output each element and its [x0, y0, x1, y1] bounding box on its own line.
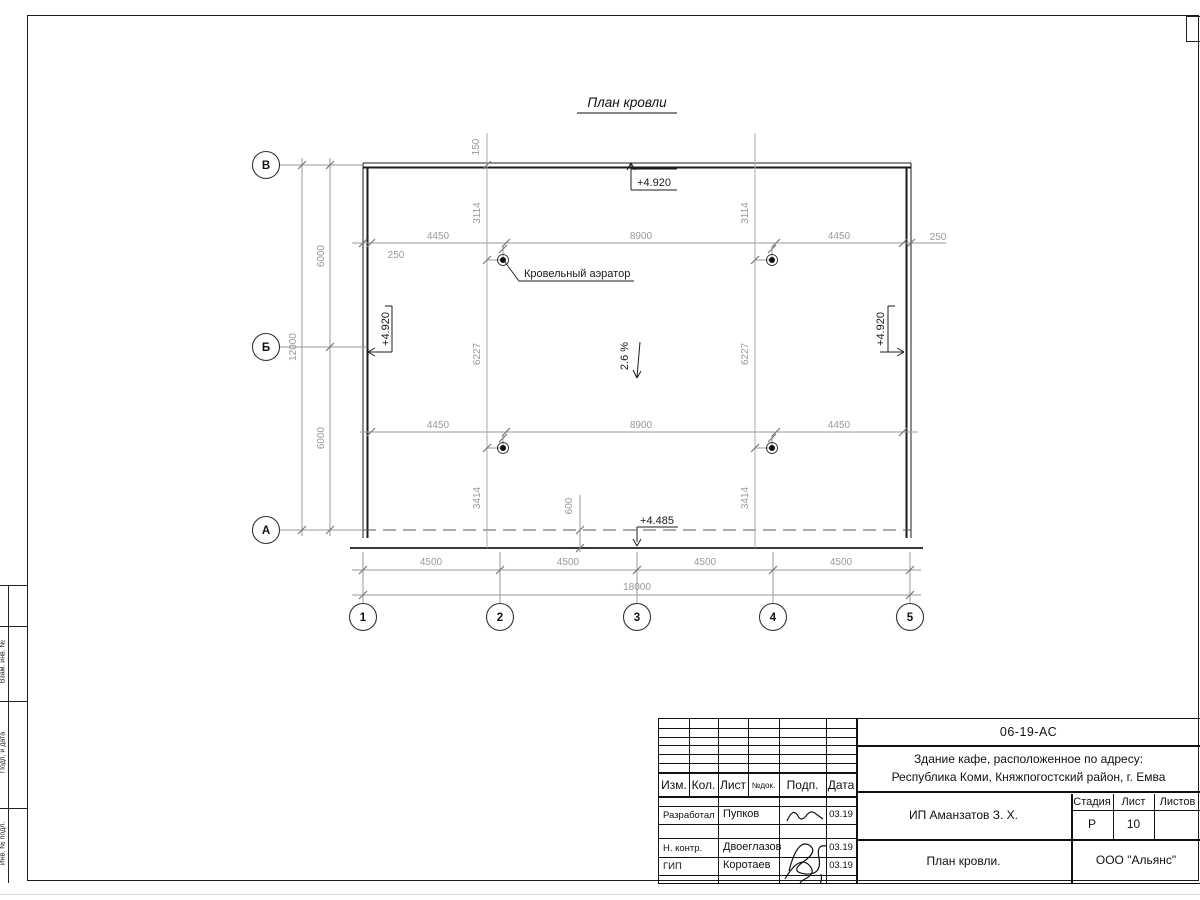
signature-pupkov — [787, 812, 823, 821]
elevation-top-label: +4.920 — [637, 177, 671, 189]
tb-doc-number: 06-19-АС — [999, 725, 1058, 739]
dimension-lines — [280, 158, 946, 603]
dim-label: 8900 — [629, 420, 653, 431]
elevation-left-label: +4.920 — [380, 312, 392, 346]
title-block — [658, 718, 1200, 884]
tb-date: 03.19 — [829, 809, 853, 820]
tb-client: ИП Аманзатов З. Х. — [908, 808, 1019, 822]
dim-ticks — [298, 161, 915, 599]
grid-axis-bubbles — [253, 152, 924, 631]
dim-label: 3414 — [472, 486, 483, 510]
tb-role: Н. контр. — [663, 843, 703, 854]
tb-stage-value: Р — [1087, 817, 1096, 831]
dim-label: 3114 — [472, 202, 483, 224]
internal-grid-lines — [487, 133, 755, 548]
dim-label: 600 — [564, 497, 575, 515]
tb-header-data: Дата — [827, 778, 855, 792]
tb-sheet-title: План кровли. — [926, 854, 1001, 868]
tb-stage-label: Стадия — [1073, 796, 1111, 808]
dim-label: 8900 — [629, 231, 653, 242]
dim-label: 150 — [471, 138, 482, 156]
tb-header-podp: Подп. — [786, 778, 819, 792]
elevation-right-label: +4.920 — [875, 312, 887, 346]
dim-label: 250 — [387, 250, 405, 261]
axis-label-5: 5 — [906, 612, 914, 624]
tb-sheets-label: Листов — [1159, 796, 1196, 808]
slope-label: 2.6 % — [619, 341, 631, 371]
tb-project-line2: Республика Коми, Княжпогостский район, г. Емва — [891, 770, 1166, 784]
tb-date: 03.19 — [829, 842, 853, 853]
dim-label: 4450 — [827, 420, 851, 431]
aerator-label: Кровельный аэратор — [524, 268, 631, 280]
tb-header-kol: Кол. — [691, 778, 716, 792]
tb-role: Разработал — [663, 810, 715, 821]
tb-name: Двоеглазов — [723, 841, 782, 853]
tb-project-line1: Здание кафе, расположенное по адресу: — [913, 752, 1144, 766]
tb-sheet-value: 10 — [1126, 817, 1141, 831]
tb-name: Пупков — [723, 808, 760, 820]
dim-label: 4500 — [829, 557, 853, 568]
elevation-eave-label: +4.485 — [640, 515, 674, 527]
axis-label-1: 1 — [359, 612, 367, 624]
dim-label: 3414 — [740, 486, 751, 510]
tb-role: ГИП — [663, 861, 682, 872]
strip-label-inv: Инв. № подл. — [0, 821, 7, 866]
axis-label-v: В — [261, 160, 271, 172]
tb-name: Коротаев — [723, 859, 771, 871]
dim-label: 6000 — [316, 426, 327, 450]
dim-label: 4450 — [426, 231, 450, 242]
tb-company: ООО "Альянс" — [1095, 853, 1177, 867]
dim-label: 6000 — [316, 244, 327, 268]
axis-label-b: Б — [261, 342, 271, 354]
axis-label-2: 2 — [496, 612, 504, 624]
dim-label: 6227 — [472, 342, 483, 366]
tb-header-list: Лист — [719, 778, 747, 792]
dim-label: 12000 — [288, 333, 299, 361]
dim-label: 4450 — [827, 231, 851, 242]
tb-header-ndok: №док. — [751, 781, 776, 790]
signature-scribbles — [779, 799, 826, 883]
dim-label: 4500 — [419, 557, 443, 568]
tb-sheet-label: Лист — [1121, 796, 1146, 808]
strip-label-vzam: Взам. инв. № — [0, 639, 7, 684]
dim-label: 6227 — [740, 342, 751, 366]
dim-label: 4450 — [426, 420, 450, 431]
roof-outline — [350, 163, 923, 548]
slope-arrow — [633, 342, 641, 378]
strip-label-podp: Подп. и дата — [0, 731, 7, 774]
signature-others — [785, 844, 826, 883]
axis-label-3: 3 — [633, 612, 641, 624]
dim-label: 4500 — [693, 557, 717, 568]
dim-label: 250 — [929, 232, 947, 243]
dim-label: 3114 — [740, 202, 751, 224]
page-title: План кровли — [587, 95, 667, 110]
dim-label: 18000 — [623, 582, 651, 593]
axis-label-4: 4 — [769, 612, 777, 624]
tb-date: 03.19 — [829, 860, 853, 871]
axis-label-a: А — [261, 525, 271, 537]
dim-label: 4500 — [556, 557, 580, 568]
tb-header-izm: Изм. — [661, 778, 687, 792]
